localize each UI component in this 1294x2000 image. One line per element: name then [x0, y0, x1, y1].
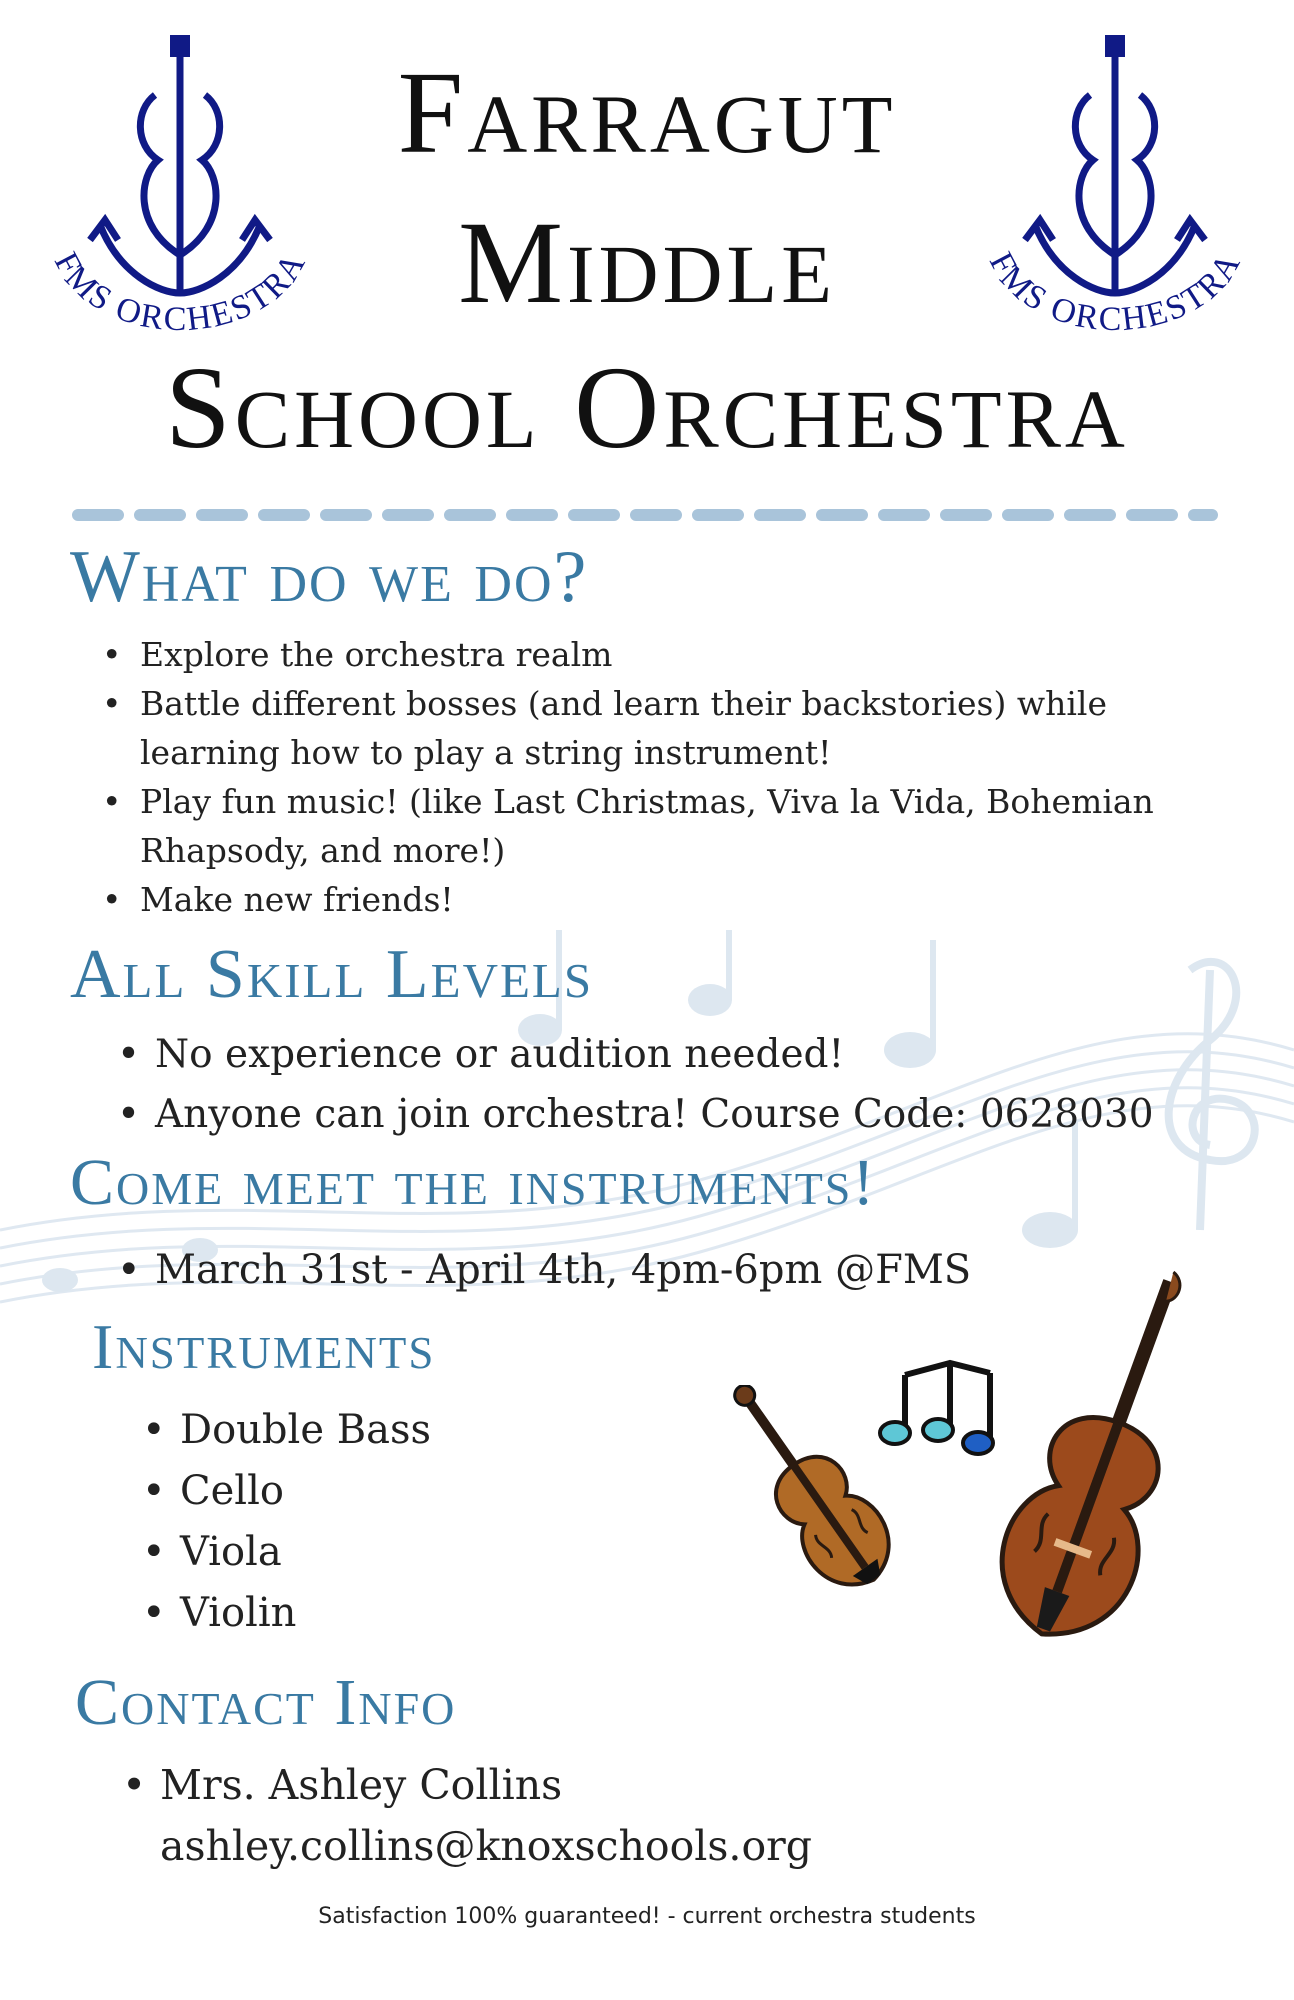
title-line-1: Farragut — [397, 47, 897, 178]
instruments-heading: Instruments — [92, 1311, 436, 1382]
list-item: • Viola — [130, 1522, 630, 1583]
contact-item — [110, 1755, 1210, 1877]
violin-icon — [725, 1385, 925, 1635]
dashed-divider — [70, 505, 1220, 525]
meet-heading: Come meet the instruments! — [70, 1146, 877, 1219]
list-item: • Play fun music! (like Last Christmas, Viva la Vida, Bohemian Rhapsody, and more!) — [90, 777, 1190, 875]
skills-list — [105, 1025, 1255, 1145]
instruments-list — [130, 1400, 630, 1644]
double-bass-icon — [980, 1260, 1230, 1660]
list-item: • Violin — [130, 1583, 630, 1644]
list-item: • Anyone can join orchestra! Course Code: 0628030 — [105, 1085, 1255, 1145]
list-item: • Double Bass — [130, 1400, 630, 1461]
svg-text:FMS ORCHESTRA: FMS ORCHESTRA — [981, 245, 1249, 339]
what-heading: What do we do? — [70, 536, 589, 618]
svg-text:FMS ORCHESTRA: FMS ORCHESTRA — [46, 245, 314, 339]
list-item: • Make new friends! — [90, 875, 1190, 924]
what-list — [90, 630, 1190, 924]
list-item: • Explore the orchestra realm — [90, 630, 1190, 679]
list-item: • Cello — [130, 1461, 630, 1522]
list-item: • March 31st - April 4th, 4pm-6pm @FMS — [105, 1240, 1205, 1300]
contact-name: • Mrs. Ashley Collins — [160, 1761, 563, 1809]
title-line-2: Middle — [458, 197, 836, 328]
skills-heading: All Skill Levels — [70, 936, 594, 1013]
contact-heading: Contact Info — [75, 1666, 457, 1739]
title-line-3: School Orchestra — [165, 342, 1129, 473]
contact-email[interactable]: ashley.collins@knoxschools.org — [160, 1822, 812, 1870]
list-item: • Battle different bosses (and learn their backstories) while learning how to play a string instrument! — [90, 679, 1190, 777]
contact-list — [110, 1755, 1210, 1877]
footer-tagline: Satisfaction 100% guaranteed! - current orchestra students — [318, 1904, 976, 1929]
list-item: • No experience or audition needed! — [105, 1025, 1255, 1085]
